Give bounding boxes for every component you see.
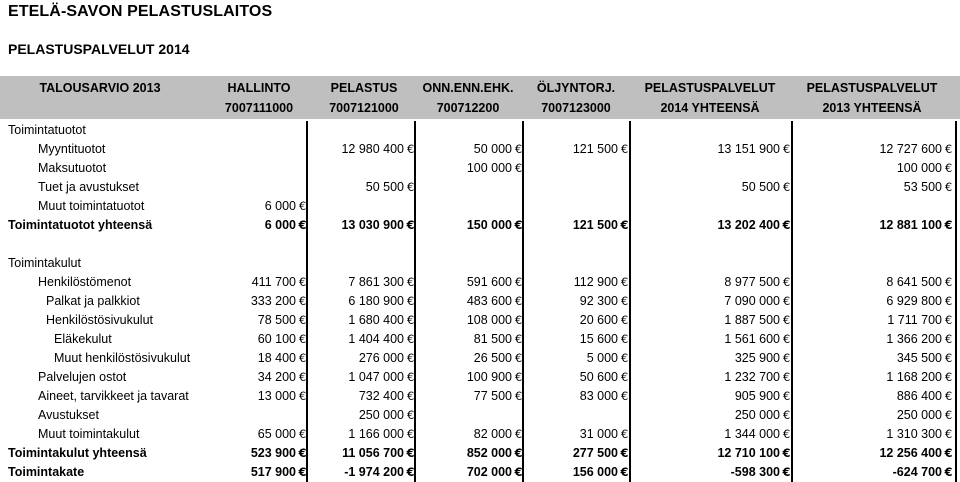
cell-total-2014: 325 900 (734, 351, 780, 365)
header-row-1 (0, 78, 960, 98)
cell-hallinto: 523 900 (250, 446, 296, 460)
euro-symbol: € (514, 142, 523, 156)
header-code-oljyntorjunta: 7007123000 (541, 101, 611, 115)
row-label: Muut toimintakulut (38, 427, 140, 441)
euro-symbol: € (782, 465, 791, 479)
cell-hallinto: 6 000 (264, 218, 296, 232)
cell-total-2013: 8 641 500 (886, 275, 942, 289)
header-sub-total-2014: 2014 YHTEENSÄ (660, 101, 760, 115)
euro-symbol: € (782, 218, 791, 232)
cell-total-2014: 1 344 000 (724, 427, 780, 441)
cell-pelastus: 7 861 300 (348, 275, 404, 289)
euro-symbol: € (782, 142, 791, 156)
euro-symbol: € (406, 180, 415, 194)
euro-symbol: € (782, 313, 791, 327)
cell-hallinto: 65 000 (257, 427, 296, 441)
cell-pelastus: 1 047 000 (348, 370, 404, 384)
row-label: Maksutuotot (38, 161, 107, 175)
cell-total-2013: 886 400 (896, 389, 942, 403)
euro-symbol: € (514, 332, 523, 346)
euro-symbol: € (298, 275, 307, 289)
cell-total-2014: 250 000 (734, 408, 780, 422)
header-code-pelastus: 7007121000 (329, 101, 399, 115)
cell-total-2013: 1 168 200 (886, 370, 942, 384)
euro-symbol: € (406, 313, 415, 327)
euro-symbol: € (514, 446, 523, 460)
euro-symbol: € (944, 161, 953, 175)
cell-oljyntorjunta: 121 500 (572, 142, 618, 156)
euro-symbol: € (620, 389, 629, 403)
euro-symbol: € (782, 427, 791, 441)
row-label: Tuet ja avustukset (38, 180, 139, 194)
table-row (0, 178, 960, 197)
cell-onnettomuuksien-ehkaisy: 50 000 (473, 142, 512, 156)
cell-onnettomuuksien-ehkaisy: 483 600 (466, 294, 512, 308)
header-pelastus: PELASTUS (330, 81, 398, 95)
header-budget-year: TALOUSARVIO 2013 (39, 81, 161, 95)
euro-symbol: € (944, 370, 953, 384)
euro-symbol: € (514, 427, 523, 441)
euro-symbol: € (298, 313, 307, 327)
cell-hallinto: 60 100 (257, 332, 296, 346)
cell-total-2013: 53 500 (903, 180, 942, 194)
cell-hallinto: 6 000 (264, 199, 296, 213)
euro-symbol: € (620, 370, 629, 384)
euro-symbol: € (620, 218, 629, 232)
table-row (0, 368, 960, 387)
cell-pelastus: 1 680 400 (348, 313, 404, 327)
row-label: Toimintatuotot (8, 123, 86, 137)
cell-pelastus: 50 500 (365, 180, 404, 194)
euro-symbol: € (406, 408, 415, 422)
cell-onnettomuuksien-ehkaisy: 100 000 (466, 161, 512, 175)
spacer-row (0, 235, 960, 254)
euro-symbol: € (944, 465, 953, 479)
euro-symbol: € (406, 465, 415, 479)
cell-total-2013: 12 727 600 (879, 142, 942, 156)
cell-total-2013: 6 929 800 (886, 294, 942, 308)
cell-total-2014: 13 202 400 (717, 218, 780, 232)
cell-pelastus: 1 166 000 (348, 427, 404, 441)
cell-hallinto: 13 000 (257, 389, 296, 403)
cell-pelastus: 13 030 900 (341, 218, 404, 232)
euro-symbol: € (944, 294, 953, 308)
cell-total-2014: -598 300 (730, 465, 780, 479)
cell-oljyntorjunta: 31 000 (579, 427, 618, 441)
euro-symbol: € (298, 199, 307, 213)
row-label: Henkilöstösivukulut (46, 313, 153, 327)
cell-onnettomuuksien-ehkaisy: 81 500 (473, 332, 512, 346)
cell-onnettomuuksien-ehkaisy: 108 000 (466, 313, 512, 327)
euro-symbol: € (406, 351, 415, 365)
cell-hallinto: 333 200 (250, 294, 296, 308)
organization-title: ETELÄ-SAVON PELASTUSLAITOS (8, 3, 273, 20)
euro-symbol: € (782, 351, 791, 365)
table-row (0, 406, 960, 425)
euro-symbol: € (620, 446, 629, 460)
row-label: Toimintakulut yhteensä (8, 446, 147, 460)
euro-symbol: € (944, 218, 953, 232)
table-row (0, 463, 960, 482)
header-onnettomuuksien-ehkaisy: ONN.ENN.EHK. (422, 81, 514, 95)
table-row (0, 349, 960, 368)
row-label: Palvelujen ostot (38, 370, 127, 384)
euro-symbol: € (782, 446, 791, 460)
euro-symbol: € (514, 294, 523, 308)
cell-total-2013: 1 711 700 (887, 313, 942, 327)
report-subtitle: PELASTUSPALVELUT 2014 (8, 41, 190, 57)
row-label: Aineet, tarvikkeet ja tavarat (38, 389, 189, 403)
header-code-hallinto: 7007111000 (224, 101, 294, 115)
euro-symbol: € (944, 427, 953, 441)
euro-symbol: € (298, 389, 307, 403)
euro-symbol: € (514, 389, 523, 403)
cell-total-2013: 100 000 (896, 161, 942, 175)
table-row (0, 254, 960, 273)
euro-symbol: € (406, 427, 415, 441)
cell-total-2014: 13 151 900 (717, 142, 780, 156)
cell-oljyntorjunta: 156 000 (572, 465, 618, 479)
euro-symbol: € (620, 427, 629, 441)
table-row (0, 121, 960, 140)
euro-symbol: € (620, 465, 629, 479)
row-label: Muut toimintatuotot (38, 199, 145, 213)
cell-oljyntorjunta: 5 000 (586, 351, 618, 365)
cell-pelastus: -1 974 200 (344, 465, 404, 479)
header-oljyntorjunta: ÖLJYNTORJ. (536, 81, 616, 95)
cell-hallinto: 18 400 (257, 351, 296, 365)
table-header (0, 76, 960, 119)
cell-pelastus: 11 056 700 (342, 446, 404, 460)
cell-onnettomuuksien-ehkaisy: 77 500 (473, 389, 512, 403)
table-row (0, 292, 960, 311)
cell-total-2013: 12 881 100 (879, 218, 942, 232)
cell-oljyntorjunta: 112 900 (573, 275, 618, 289)
euro-symbol: € (298, 351, 307, 365)
cell-total-2014: 905 900 (734, 389, 780, 403)
euro-symbol: € (406, 275, 415, 289)
cell-total-2014: 8 977 500 (724, 275, 780, 289)
euro-symbol: € (406, 370, 415, 384)
euro-symbol: € (514, 161, 523, 175)
row-label: Eläkekulut (54, 332, 112, 346)
cell-hallinto: 34 200 (257, 370, 296, 384)
header-hallinto: HALLINTO (227, 81, 291, 95)
euro-symbol: € (944, 332, 953, 346)
cell-total-2013: -624 700 (892, 465, 942, 479)
header-total-2014: PELASTUSPALVELUT (644, 81, 776, 95)
euro-symbol: € (620, 294, 629, 308)
euro-symbol: € (298, 332, 307, 346)
header-sub-total-2013: 2013 YHTEENSÄ (822, 101, 922, 115)
euro-symbol: € (298, 427, 307, 441)
row-label: Toimintakate (8, 465, 85, 479)
euro-symbol: € (406, 446, 415, 460)
cell-total-2014: 50 500 (741, 180, 780, 194)
cell-total-2014: 12 710 100 (717, 446, 780, 460)
table-row (0, 444, 960, 463)
header-row-2 (0, 98, 960, 118)
euro-symbol: € (406, 218, 415, 232)
row-label: Toimintatuotot yhteensä (8, 218, 153, 232)
euro-symbol: € (514, 275, 523, 289)
euro-symbol: € (514, 351, 523, 365)
euro-symbol: € (406, 294, 415, 308)
cell-onnettomuuksien-ehkaisy: 702 000 (466, 465, 512, 479)
cell-oljyntorjunta: 83 000 (579, 389, 618, 403)
euro-symbol: € (620, 351, 629, 365)
euro-symbol: € (944, 275, 953, 289)
cell-onnettomuuksien-ehkaisy: 82 000 (473, 427, 512, 441)
euro-symbol: € (944, 313, 953, 327)
cell-total-2013: 1 366 200 (886, 332, 942, 346)
table-row (0, 140, 960, 159)
row-label: Henkilöstömenot (38, 275, 132, 289)
euro-symbol: € (514, 465, 523, 479)
table-row (0, 216, 960, 235)
table-row (0, 387, 960, 406)
cell-onnettomuuksien-ehkaisy: 100 900 (466, 370, 512, 384)
euro-symbol: € (298, 218, 307, 232)
euro-symbol: € (782, 408, 791, 422)
row-label: Muut henkilöstösivukulut (54, 351, 191, 365)
euro-symbol: € (782, 370, 791, 384)
row-label: Toimintakulut (8, 256, 81, 270)
cell-total-2014: 1 561 600 (724, 332, 780, 346)
cell-pelastus: 732 400 (358, 389, 404, 403)
euro-symbol: € (298, 370, 307, 384)
euro-symbol: € (298, 294, 307, 308)
cell-oljyntorjunta: 20 600 (579, 313, 618, 327)
cell-total-2013: 345 500 (896, 351, 942, 365)
cell-total-2013: 250 000 (896, 408, 942, 422)
cell-pelastus: 250 000 (358, 408, 404, 422)
header-code-onnettomuuksien-ehkaisy: 700712200 (436, 101, 500, 115)
row-label: Myyntituotot (38, 142, 106, 156)
cell-hallinto: 517 900 (250, 465, 296, 479)
euro-symbol: € (620, 313, 629, 327)
table-row (0, 197, 960, 216)
table-row (0, 425, 960, 444)
euro-symbol: € (514, 370, 523, 384)
euro-symbol: € (782, 180, 791, 194)
cell-oljyntorjunta: 15 600 (579, 332, 618, 346)
euro-symbol: € (944, 408, 953, 422)
cell-hallinto: 78 500 (257, 313, 296, 327)
euro-symbol: € (514, 313, 523, 327)
cell-oljyntorjunta: 50 600 (579, 370, 618, 384)
cell-hallinto: 411 700 (251, 275, 296, 289)
euro-symbol: € (298, 465, 307, 479)
euro-symbol: € (620, 332, 629, 346)
euro-symbol: € (944, 351, 953, 365)
cell-total-2014: 7 090 000 (724, 294, 780, 308)
euro-symbol: € (782, 389, 791, 403)
euro-symbol: € (782, 275, 791, 289)
cell-oljyntorjunta: 121 500 (572, 218, 618, 232)
table-row (0, 330, 960, 349)
cell-onnettomuuksien-ehkaisy: 591 600 (466, 275, 512, 289)
cell-onnettomuuksien-ehkaisy: 852 000 (466, 446, 512, 460)
euro-symbol: € (782, 332, 791, 346)
row-label: Palkat ja palkkiot (46, 294, 140, 308)
euro-symbol: € (620, 142, 629, 156)
euro-symbol: € (944, 142, 953, 156)
cell-pelastus: 276 000 (358, 351, 404, 365)
euro-symbol: € (406, 142, 415, 156)
euro-symbol: € (782, 294, 791, 308)
euro-symbol: € (514, 218, 523, 232)
cell-oljyntorjunta: 277 500 (572, 446, 618, 460)
cell-oljyntorjunta: 92 300 (579, 294, 618, 308)
euro-symbol: € (620, 275, 629, 289)
cell-total-2013: 12 256 400 (879, 446, 942, 460)
cell-pelastus: 6 180 900 (348, 294, 404, 308)
euro-symbol: € (944, 180, 953, 194)
cell-total-2014: 1 232 700 (724, 370, 780, 384)
header-total-2013: PELASTUSPALVELUT (806, 81, 938, 95)
cell-pelastus: 1 404 400 (348, 332, 404, 346)
euro-symbol: € (406, 332, 415, 346)
cell-total-2013: 1 310 300 (886, 427, 942, 441)
cell-pelastus: 12 980 400 (341, 142, 404, 156)
table-row (0, 311, 960, 330)
cell-total-2014: 1 887 500 (724, 313, 780, 327)
cell-onnettomuuksien-ehkaisy: 150 000 (466, 218, 512, 232)
row-label: Avustukset (38, 408, 99, 422)
euro-symbol: € (298, 446, 307, 460)
table-row (0, 273, 960, 292)
euro-symbol: € (944, 446, 953, 460)
table-row (0, 159, 960, 178)
cell-onnettomuuksien-ehkaisy: 26 500 (473, 351, 512, 365)
euro-symbol: € (944, 389, 953, 403)
euro-symbol: € (406, 389, 415, 403)
